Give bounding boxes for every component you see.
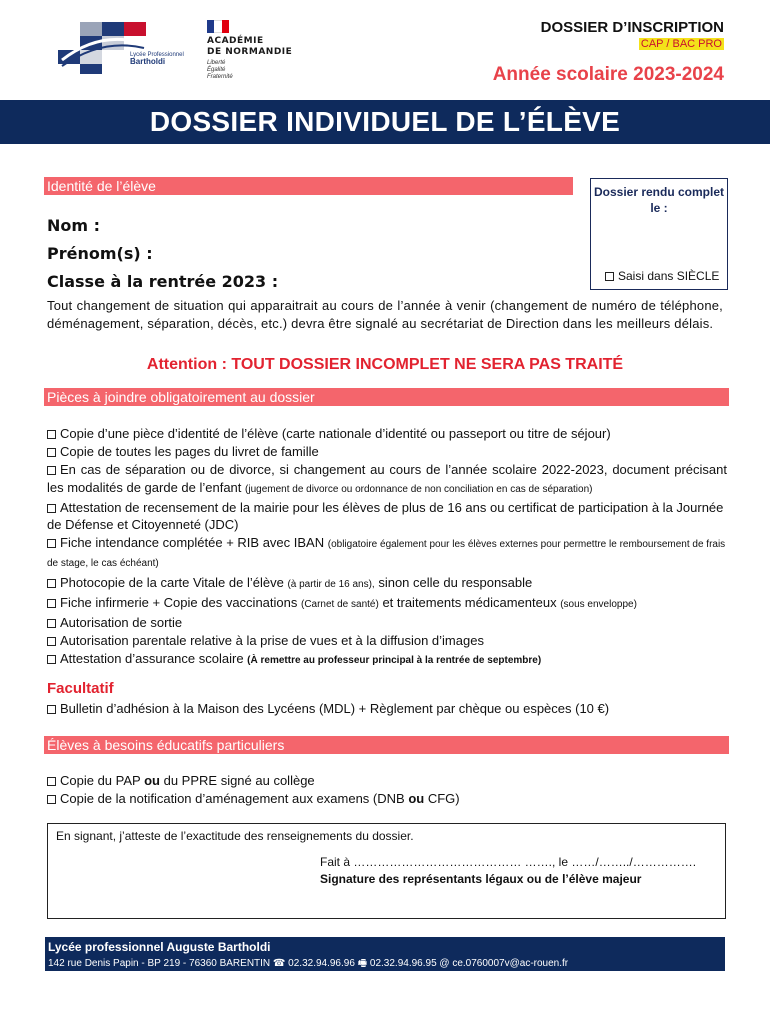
checkbox-icon[interactable] [47, 637, 56, 646]
checkbox-icon[interactable] [47, 430, 56, 439]
checkbox-icon[interactable] [47, 705, 56, 714]
signature-label: Signature des représentants légaux ou de l’élève majeur [320, 872, 642, 886]
checkbox-icon[interactable] [47, 599, 56, 608]
checkbox-icon[interactable] [47, 466, 56, 475]
dossier-status-box [590, 178, 728, 290]
signature-place-date: Fait à …………………………………… ……., le ……/……../……………. [320, 855, 697, 869]
list-item[interactable]: Autorisation parentale relative à la prise de vues et à la diffusion d’images [47, 632, 727, 649]
list-item[interactable]: Copie de la notification d’aménagement aux examens (DNB ou CFG) [47, 790, 727, 807]
section-identity-bar [44, 177, 573, 195]
checkbox-icon[interactable] [47, 504, 56, 513]
list-item[interactable]: Attestation de recensement de la mairie pour les élèves de plus de 16 ans ou certificat de participation à la Journée de Défense et Citoyenneté (JDC) [47, 499, 724, 533]
checkbox-icon[interactable] [47, 777, 56, 786]
pieces-list [47, 425, 727, 671]
academie-name: ACADÉMIE DE NORMANDIE [207, 36, 293, 57]
section-besoins-title: Élèves à besoins éducatifs particuliers [47, 737, 285, 753]
checkbox-icon[interactable] [47, 619, 56, 628]
checkbox-icon[interactable] [47, 539, 56, 548]
section-identity-title: Identité de l’élève [47, 178, 156, 194]
svg-text:Bartholdi: Bartholdi [130, 57, 166, 66]
dossier-title: DOSSIER D’INSCRIPTION [540, 19, 724, 36]
academie-motto: Liberté Égalité Fraternité [207, 60, 233, 80]
notice-paragraph: Tout changement de situation qui apparaitrait au cours de l’année à venir (changement de numéro de téléphone, déménagement, séparation, décès, etc.) devra être signalé au secrétariat de Direction dans les meilleurs délais. [47, 298, 723, 331]
list-item[interactable]: En cas de séparation ou de divorce, si changement au cours de l’année scolaire 2022-2023, document précisant les modalités de garde de l’enfant (jugement de divorce ou ordonnance de non conciliation en cas de séparation) [47, 462, 727, 495]
besoins-list [47, 772, 727, 808]
checkbox-icon[interactable] [605, 272, 614, 281]
facultatif-list [47, 700, 727, 718]
classe-label: Classe à la rentrée 2023 : [47, 272, 279, 291]
signature-attest: En signant, j’atteste de l’exactitude des renseignements du dossier. [56, 829, 414, 843]
nom-label: Nom : [47, 216, 101, 235]
svg-text:Lycée Professionnel: Lycée Professionnel [130, 52, 184, 58]
list-item[interactable]: Copie de toutes les pages du livret de famille [47, 443, 727, 460]
school-year: Année scolaire 2023-2024 [492, 64, 724, 85]
dossier-rendu-label: Dossier rendu complet le : [593, 185, 725, 215]
list-item[interactable]: Autorisation de sortie [47, 614, 727, 631]
siecle-label: Saisi dans SIÈCLE [618, 269, 720, 283]
footer-address: 142 rue Denis Papin - BP 219 - 76360 BARENTIN ☎ 02.32.94.96.96 🖷 02.32.94.96.95 @ ce.0760007v@ac-rouen.fr [48, 958, 569, 969]
list-item[interactable]: Fiche infirmerie + Copie des vaccinations (Carnet de santé) et traitements médicamenteux (sous enveloppe) [47, 594, 727, 613]
prenom-label: Prénom(s) : [47, 244, 153, 263]
list-item[interactable]: Photocopie de la carte Vitale de l’élève (à partir de 16 ans), sinon celle du responsable [47, 574, 727, 593]
list-item[interactable]: Attestation d’assurance scolaire (À remettre au professeur principal à la rentrée de septembre) [47, 650, 727, 669]
checkbox-icon[interactable] [47, 795, 56, 804]
list-item[interactable]: Bulletin d’adhésion à la Maison des Lycéens (MDL) + Règlement par chèque ou espèces (10 €) [47, 700, 727, 717]
cap-badge: CAP / BAC PRO [640, 38, 722, 50]
checkbox-icon[interactable] [47, 448, 56, 457]
checkbox-icon[interactable] [47, 655, 56, 664]
section-pieces-bar [44, 388, 729, 406]
list-item[interactable]: Copie d’une pièce d’identité de l’élève (carte nationale d’identité ou passeport ou titre de séjour) [47, 425, 727, 442]
attention-warning: Attention : TOUT DOSSIER INCOMPLET NE SERA PAS TRAITÉ [146, 356, 624, 373]
french-flag-icon [207, 20, 229, 33]
list-item[interactable]: Fiche intendance complétée + RIB avec IBAN (obligatoire également pour les élèves externes pour permettre le remboursement de frais de stage, le cas échéant) [47, 535, 726, 570]
footer [45, 937, 725, 971]
section-pieces-title: Pièces à joindre obligatoirement au dossier [47, 389, 315, 405]
footer-school-name: Lycée professionnel Auguste Bartholdi [48, 940, 271, 954]
signature-box[interactable] [47, 823, 726, 919]
facultatif-title: Facultatif [47, 680, 114, 697]
academie-logo [207, 20, 292, 81]
list-item[interactable]: Copie du PAP ou du PPRE signé au collège [47, 772, 727, 789]
school-logo [58, 22, 201, 74]
checkbox-icon[interactable] [47, 579, 56, 588]
page-title: DOSSIER INDIVIDUEL DE L’ÉLÈVE [0, 100, 770, 144]
section-besoins-bar [44, 736, 729, 754]
siecle-checkbox-row[interactable] [605, 269, 719, 283]
